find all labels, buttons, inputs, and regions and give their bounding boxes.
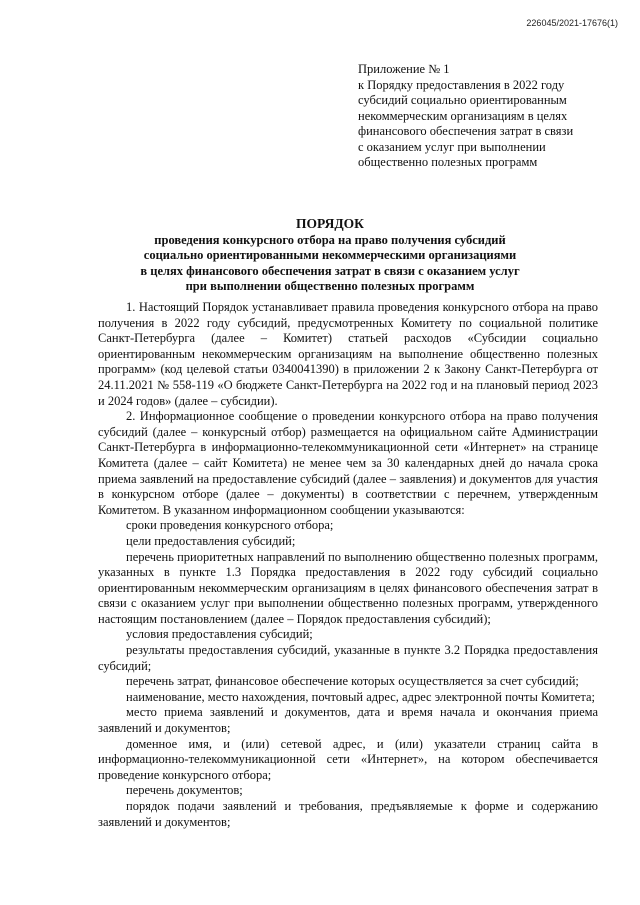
list-item: результаты предоставления субсидий, указанные в пункте 3.2 Порядка предоставления субсидий; bbox=[98, 643, 598, 673]
appendix-line: с оказанием услуг при выполнении bbox=[358, 139, 546, 154]
list-item: доменное имя, и (или) сетевой адрес, и (или) указатели страниц сайта в информационно-телекоммуникационной сети «Интернет», на котором обеспечивается проведение конкурсного отбора; bbox=[98, 736, 598, 782]
list-item: наименование, место нахождения, почтовый адрес, адрес электронной почты Комитета; bbox=[126, 689, 595, 704]
list-item: перечень приоритетных направлений по выполнению общественно полезных программ, указанных в пункте 1.3 Порядка предоставления в 2022 году субсидий социально ориентированным некоммерческим организациям в целях финансового обеспечения затрат в связи с оказанием услуг при выполнении общественно полезных программ, утвержденного настоящим постановлением (далее – Порядок предоставления субсидий); bbox=[98, 549, 598, 626]
list-item: место приема заявлений и документов, дата и время начала и окончания приема заявлений и документов; bbox=[98, 705, 598, 736]
appendix-block bbox=[358, 62, 618, 171]
document-body bbox=[98, 300, 598, 830]
appendix-line: к Порядку предоставления в 2022 году bbox=[358, 77, 565, 92]
list-item: сроки проведения конкурсного отбора; bbox=[126, 518, 334, 533]
appendix-line: Приложение № 1 bbox=[358, 62, 450, 76]
document-id: 226045/2021-17676(1) bbox=[526, 18, 618, 28]
document-title: ПОРЯДОК bbox=[296, 216, 364, 231]
list-item: перечень документов; bbox=[126, 783, 243, 798]
list-item: перечень затрат, финансовое обеспечение которых осуществляется за счет субсидий; bbox=[126, 674, 579, 689]
heading-line: в целях финансового обеспечения затрат в связи с оказанием услуг bbox=[140, 263, 520, 278]
appendix-line: субсидий социально ориентированным bbox=[358, 93, 567, 107]
heading-line: при выполнении общественно полезных программ bbox=[185, 279, 475, 293]
list-item: цели предоставления субсидий; bbox=[126, 533, 296, 548]
list-item: условия предоставления субсидий; bbox=[126, 627, 313, 642]
heading-line: социально ориентированными некоммерческими организациями bbox=[143, 248, 517, 262]
heading-line: проведения конкурсного отбора на право получения субсидий bbox=[154, 232, 506, 247]
document-heading bbox=[90, 216, 570, 295]
paragraph: 2. Информационное сообщение о проведении конкурсного отбора на право получения субсидий (далее – конкурсный отбор) размещается на официальном сайте Администрации Санкт-Петербурга в информационно-телекоммуникационной сети «Интернет» на странице Комитета (далее – сайт Комитета) не менее чем за 30 календарных дней до начала срока приема заявлений на предоставление субсидий (далее – заявления) и документов для участия в конкурсном отборе (далее – документы) в соответствии с перечнем, утвержденным Комитетом. В указанном информационном сообщении указываются: bbox=[98, 409, 598, 517]
list-item: порядок подачи заявлений и требования, предъявляемые к форме и содержанию заявлений и документов; bbox=[98, 799, 598, 829]
appendix-line: финансового обеспечения затрат в связи bbox=[358, 124, 574, 138]
appendix-line: общественно полезных программ bbox=[358, 155, 538, 169]
appendix-line: некоммерческим организациям в целях bbox=[358, 108, 568, 123]
paragraph: 1. Настоящий Порядок устанавливает правила проведения конкурсного отбора на право получения в 2022 году субсидий, предусмотренных Комитету по социальной политике Санкт-Петербурга (далее – Комитет) статьей расходов «Субсидии социально ориентированным некоммерческим организациям на выполнение общественно полезных программ» (код целевой статьи 0340041390) в приложении 2 к Закону Санкт-Петербурга от 24.11.2021 № 558-119 «О бюджете Санкт-Петербурга на 2022 год и на плановый период 2023 и 2024 годов» (далее – субсидии). bbox=[98, 300, 598, 408]
